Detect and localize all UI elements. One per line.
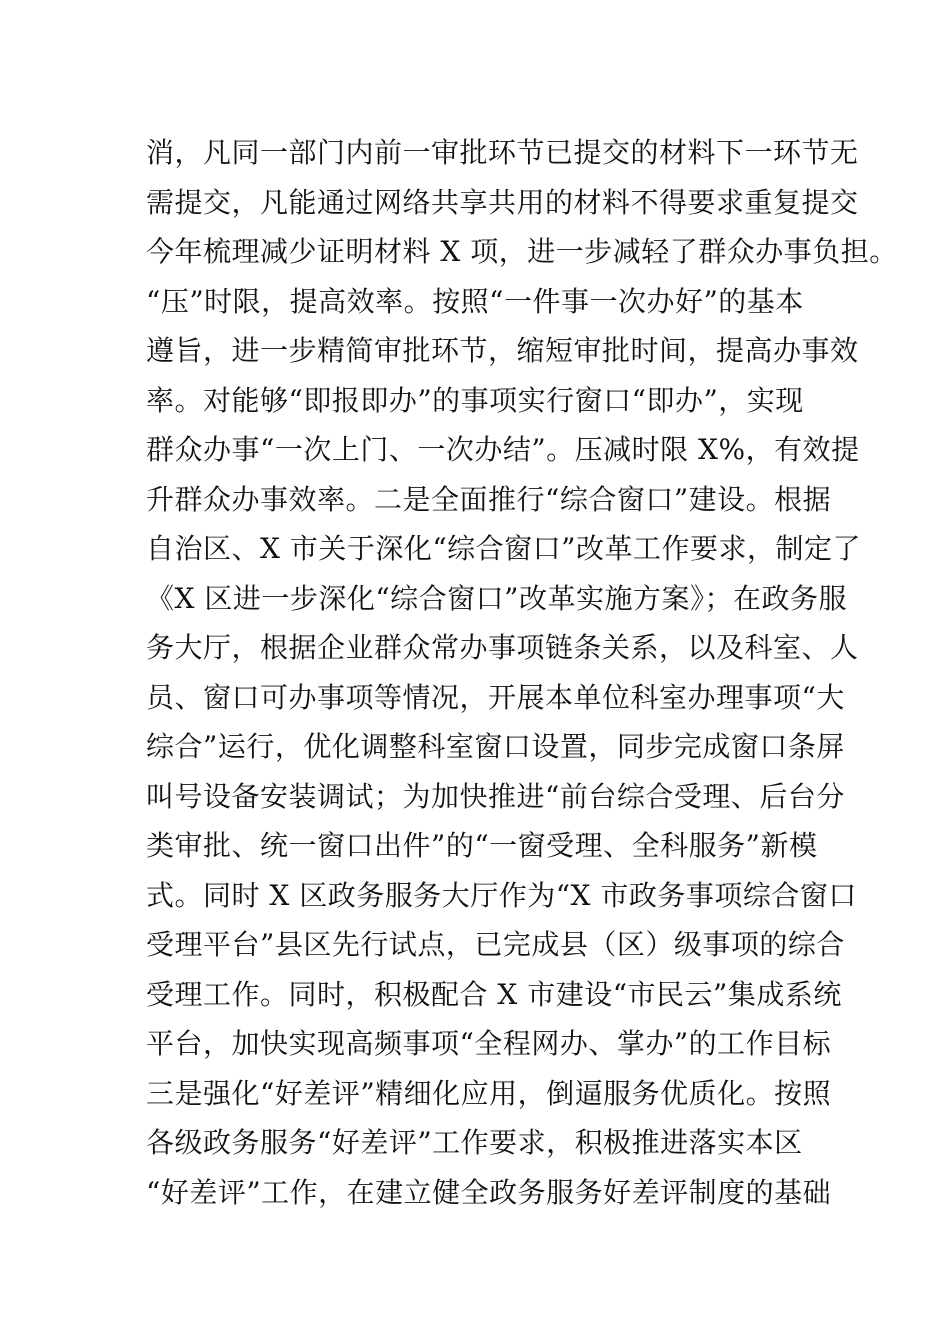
- text-line: 遵旨，进一步精简审批环节，缩短审批时间，提高办事效: [146, 334, 859, 367]
- text-line: 三是强化“好差评”精细化应用，倒逼服务优质化。按照: [146, 1076, 832, 1110]
- text-line: 需提交，凡能通过网络共享共用的材料不得要求重复提交: [146, 185, 859, 219]
- text-line: 各级政务服务“好差评”工作要求，积极推进落实本区: [146, 1126, 803, 1159]
- text-line: 受理工作。同时，积极配合 X 市建设“市民云”集成系统: [146, 977, 842, 1011]
- text-line: 综合”运行，优化调整科室窗口设置，同步完成窗口条屏: [146, 730, 845, 763]
- text-line: “好差评”工作，在建立健全政务服务好差评制度的基础: [146, 1175, 832, 1209]
- text-line: 式。同时 X 区政务服务大厅作为“X 市政务事项综合窗口: [146, 878, 857, 912]
- text-line: 消，凡同一部门内前一审批环节已提交的材料下一环节无: [146, 136, 859, 169]
- text-line: 群众办事“一次上门、一次办结”。压减时限 X%，有效提: [146, 433, 860, 466]
- text-line: 《X 区进一步深化“综合窗口”改革实施方案》；在政务服: [146, 581, 847, 615]
- text-line: 升群众办事效率。二是全面推行“综合窗口”建设。根据: [146, 482, 832, 516]
- text-line: 平台，加快实现高频事项“全程网办、掌办”的工作目标: [146, 1027, 832, 1060]
- text-line: 受理平台”县区先行试点，已完成县（区）级事项的综合: [146, 928, 845, 961]
- text-line: 类审批、统一窗口出件”的“一窗受理、全科服务”新模: [146, 829, 818, 862]
- text-line: “压”时限，提高效率。按照“一件事一次办好”的基本: [146, 284, 804, 318]
- text-line: 员、窗口可办事项等情况，开展本单位科室办理事项“大: [146, 680, 845, 714]
- text-line: 务大厅，根据企业群众常办事项链条关系，以及科室、人: [146, 631, 859, 664]
- text-line: 今年梳理减少证明材料 X 项，进一步减轻了群众办事负担。: [146, 235, 898, 268]
- text-line: 自治区、X 市关于深化“综合窗口”改革工作要求，制定了: [146, 532, 861, 565]
- text-line: 叫号设备安装调试；为加快推进“前台综合受理、后台分: [146, 779, 845, 813]
- body-text: [146, 128, 898, 1217]
- text-line: 率。对能够“即报即办”的事项实行窗口“即办”，实现: [146, 383, 804, 417]
